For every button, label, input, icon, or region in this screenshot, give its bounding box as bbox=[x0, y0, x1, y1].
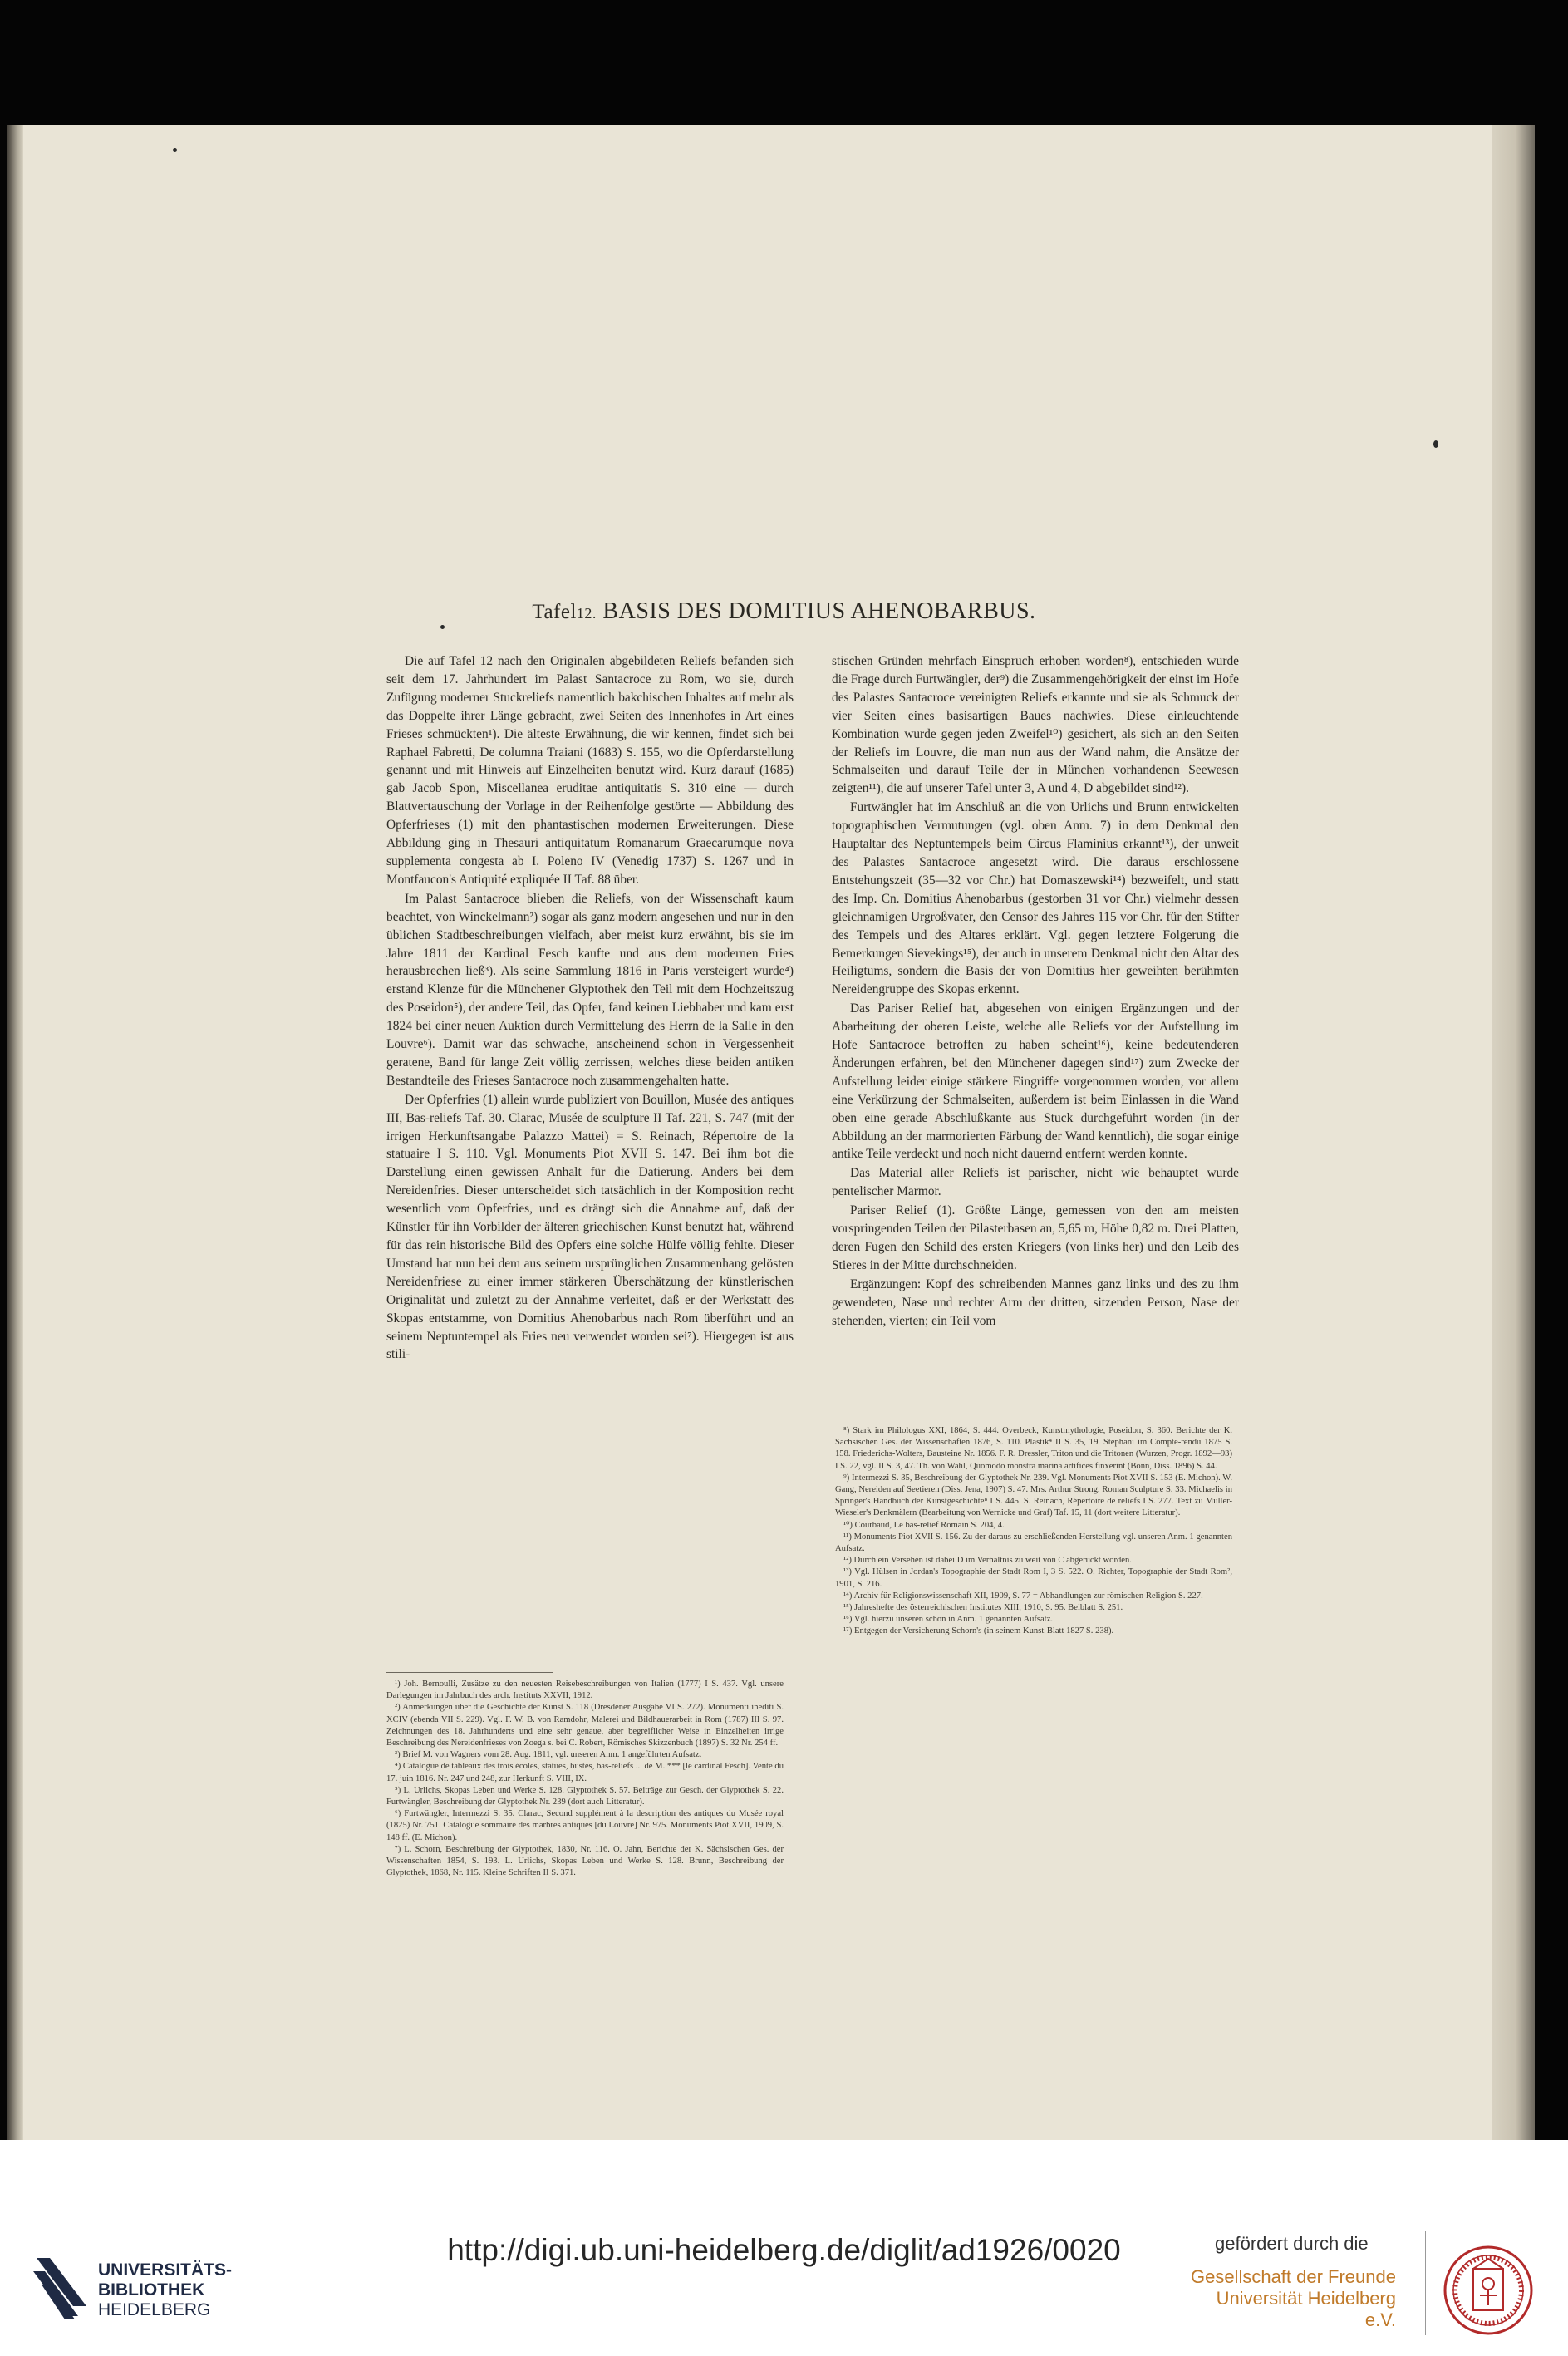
sponsor-divider bbox=[1425, 2231, 1426, 2335]
library-name-line: HEIDELBERG bbox=[98, 2300, 211, 2319]
footnote: ⁶) Furtwängler, Intermezzi S. 35. Clarac, Second supplément à la description des antiques du Musée royal (1825) Nr. 751. Catalogue sommaire des marbres antiques [du Louvre] Nr. 975. Monuments Piot XVII, 1909, S. 148 ff. (E. Michon). bbox=[386, 1809, 784, 1842]
dust-speck bbox=[1433, 440, 1438, 448]
footnote: ⁸) Stark im Philologus XXI, 1864, S. 444. Overbeck, Kunstmythologie, Poseidon, S. 360. Berichte der K. Sächsischen Ges. der Wissenschaften 1876, S. 110. Plastik⁴ II S. 35, 19. Stephani im Compte-rendu 1875 S. 158. Friederichs-Wolters, Bausteine Nr. 1856. F. R. Dressler, Triton und die Tritonen (Wurzen, Progr. 1892—93) I S. 22, vgl. II S. 3, 47. Th. von Wahl, Quomodo monstra marina artifices finxerint (Bonn, Diss. 1896) S. 44. bbox=[835, 1426, 1232, 1471]
right-text-column bbox=[832, 652, 1239, 1330]
footnote: ¹⁰) Courbaud, Le bas-relief Romain S. 204, 4. bbox=[843, 1520, 1005, 1530]
paragraph: Furtwängler hat im Anschluß an die von Urlichs und Brunn entwickelten topographischen Vermutungen (vgl. oben Anm. 7) in dem Denkmal den Hauptaltar des Neptuntempels beim Circus Flaminius erkannt¹³), der unweit des Palastes Santacroce angesetzt wird. Die daraus erschlossene Entstehungszeit (35—32 vor Chr.) hat Domaszewski¹⁴) bezweifelt, und statt des Imp. Cn. Domitius Ahenobarbus (gestorben 31 vor Chr.) vielmehr dessen gleichnamigen Urgroßvater, den Censor des Jahres 115 vor Chr. für den Stifter des Tempels und des Altares erklärt. Vgl. gegen letztere Folgerung die Bemerkungen Sievekings¹⁵), der auch in unserem Denkmal nicht den Altar des Heiligtums, sondern die Basis der von Domitius hier geweihten berühmten Nereidengruppe des Skopas erkennt. bbox=[832, 800, 1239, 997]
footnote: ¹⁵) Jahreshefte des österreichischen Institutes XIII, 1910, S. 95. Beiblatt S. 251. bbox=[843, 1603, 1123, 1613]
paragraph: Die auf Tafel 12 nach den Originalen abgebildeten Reliefs befanden sich seit dem 17. Jahrhundert im Palast Santacroce zu Rom, wo sie, durch Zufügung moderner Stuckreliefs namentlich bakchischen Inhaltes auf mehr als das Doppelte ihrer Länge gebracht, zwei Seiten des Innenhofes in Art eines Frieses schmückten¹). Die älteste Erwähnung, die wir kennen, findet sich bei Raphael Fabretti, De columna Traiani (1683) S. 155, wo die Opferdarstellung genannt und mit Hinweis auf Einzelheiten benutzt wird. Kurz darauf (1685) gab Jacob Spon, Miscellanea eruditae antiquitatis S. 310 eine — durch Blattvertauschung der Vorlage in der Reihenfolge gestörte — Abbildung des Opferfrieses (1) mit den phantastischen modernen Erweiterungen. Diese Abbildung ging in Thesauri antiquitatum Romanarum Graecarumque nova supplementa congesta ab I. Poleno IV (Venedig 1737) S. 1267 und in Montfaucon's Antiquité expliquée II Taf. 88 über. bbox=[386, 654, 794, 887]
library-name-line: BIBLIOTHEK bbox=[98, 2280, 205, 2299]
plate-number: 12. bbox=[576, 605, 597, 622]
right-footnotes bbox=[835, 1425, 1232, 1638]
footnote: ¹⁷) Entgegen der Versicherung Schorn's (in seinem Kunst-Blatt 1827 S. 238). bbox=[843, 1626, 1114, 1636]
paragraph: Das Pariser Relief hat, abgesehen von einigen Ergänzungen und der Abarbeitung der oberen Leiste, welche alle Reliefs vor der Aufstellung im Hofe Santacroce betroffen zu haben scheint¹⁶), keine bedeutenderen Änderungen erfahren, bei den Münchener dagegen sind¹⁷) zum Zwecke der Aufstellung leider einige stärkere Eingriffe vorgenommen worden, vor allem eine Verkürzung der Schmalseiten, außerdem ist beim Einlassen in die Wand oben eine gerade Abschlußkante aus Stuck durchgeführt worden (in der Abbildung an der marmorierten Färbung der Wand kenntlich), die sogar einige antike Teile verdeckt und noch nicht dauernd entfernt werden konnte. bbox=[832, 1001, 1239, 1162]
paragraph: Der Opferfries (1) allein wurde publiziert von Bouillon, Musée des antiques III, Bas-reliefs Taf. 30. Clarac, Musée de sculpture II Taf. 221, S. 747 (mit der irrigen Herkunftsangabe Palazzo Mattei) = S. Reinach, Répertoire de la statuaire I S. 110. Vgl. Monuments Piot XVII S. 147. Bei ihm bot die Darstellung einen gewissen Anhalt für die Datierung. Anders bei dem Nereidenfries. Dieser unterscheidet sich tatsächlich in der Komposition recht wesentlich vom Opferfries, und es drängt sich die Annahme auf, daß der Künstler für ihn Vorbilder der älteren griechischen Kunst benutzt hat, während für das rein historische Bild des Opfers eine solche Hülfe völlig fehlte. Dieser Umstand hat nun bei dem aus seinem ursprünglichen Zusammenhang gelösten Nereidenfriese zu einer immer stärkeren Überschätzung der künstlerischen Originalität und zuletzt zu der Annahme verleitet, daß er der Werkstatt des Skopas entstamme, von Domitius Ahenobarbus nach Rom überführt und an seinem Neptuntempel als Fries neu verwendet worden sei⁷). Hiergegen ist aus stili- bbox=[386, 1092, 794, 1362]
footnote: ¹³) Vgl. Hülsen in Jordan's Topographie der Stadt Rom I, 3 S. 522. O. Richter, Topographie der Stadt Rom², 1901, S. 216. bbox=[835, 1567, 1232, 1589]
dust-speck bbox=[440, 625, 445, 629]
left-footnotes bbox=[386, 1679, 784, 1879]
paragraph: Ergänzungen: Kopf des schreibenden Mannes ganz links und des zu ihm gewendeten, Nase und rechter Arm der dritten, sitzenden Person, Nase der stehenden, vierten; ein Teil vom bbox=[832, 1276, 1239, 1328]
paragraph: Das Material aller Reliefs ist parischer, nicht wie behauptet wurde pentelischer Marmor. bbox=[832, 1166, 1239, 1199]
plate-label: Tafel bbox=[532, 601, 577, 623]
footnote: ⁹) Intermezzi S. 35, Beschreibung der Glyptothek Nr. 239. Vgl. Monuments Piot XVII S. 153 (E. Michon). W. Gang, Nereiden auf Seetieren (Diss. Jena, 1907) S. 47. Mrs. Arthur Strong, Roman Sculpture S. 33. Michaelis in Springer's Handbuch der Kunstgeschichte⁸ I S. 445. S. Reinach, Répertoire de reliefs I S. 277. Text zu Müller-Wieseler's Denkmälern (Bearbeitung von Wernicke und Graf) Taf. 15, 11 (dort weitere Litteratur). bbox=[835, 1473, 1232, 1518]
sponsor-name-line[interactable]: Gesellschaft der Freunde bbox=[1190, 2266, 1396, 2287]
library-name-line: UNIVERSITÄTS- bbox=[98, 2260, 233, 2280]
library-name bbox=[98, 2260, 232, 2320]
footnote: ¹²) Durch ein Versehen ist dabei D im Verhältnis zu weit von C abgerückt worden. bbox=[843, 1556, 1132, 1566]
paragraph: Im Palast Santacroce blieben die Reliefs, von der Wissenschaft kaum beachtet, von Winckelmann²) sogar als ganz modern angesehen und nur in den üblichen Stadtbeschreibungen vielfach, aber meist kurz erwähnt, bis sie im Jahre 1811 der Kardinal Fesch kaufte und aus dem modernen Fries herausbrechen ließ³). Als seine Sammlung 1816 in Paris versteigert wurde⁴) erstand Klenze für die Münchener Glyptothek den Teil mit dem Hochzeitszug des Poseidon⁵), der andere Teil, das Opfer, fand keinen Liebhaber und kam erst 1824 bei einer neuen Auktion durch Vermittelung des Herrn de la Salle in den Louvre⁶). Damit war das schwache, anscheinend schon in Vergessenheit geratene, Band für lange Zeit völlig zerrissen, welches diese beiden antiken Bestandteile des Frieses Santacroce noch zusammengehalten hatte. bbox=[386, 891, 794, 1088]
page-gutter-shadow bbox=[7, 125, 23, 2140]
footnote: ¹¹) Monuments Piot XVII S. 156. Zu der daraus zu erschließenden Herstellung vgl. unseren Anm. 1 genannten Aufsatz. bbox=[835, 1532, 1232, 1554]
footnote-rule bbox=[386, 1672, 553, 1673]
footnote: ³) Brief M. von Wagners vom 28. Aug. 1811, vgl. unseren Anm. 1 angeführten Aufsatz. bbox=[395, 1750, 702, 1760]
page-edge-stack bbox=[1492, 125, 1535, 2140]
permalink-url[interactable]: http://digi.ub.uni-heidelberg.de/diglit/ad1926/0020 bbox=[447, 2233, 1121, 2267]
footnote: ²) Anmerkungen über die Geschichte der Kunst S. 118 (Dresdener Ausgabe VI S. 272). Monumenti inediti S. XCIV (ebenda VII S. 229). Vgl. F. W. B. von Ramdohr, Malerei und Bildhauerarbeit in Rom (1787) III S. 97. Zeichnungen des 18. Jahrhunderts und eine sehr genaue, aber begreiflicher Weise in Einzelheiten irrige Beschreibung des Nereidenfrieses von Zoega s. bei C. Robert, Römisches Skizzenbuch (1897) S. 32 Nr. 254 ff. bbox=[386, 1703, 784, 1749]
footnote: ⁵) L. Urlichs, Skopas Leben und Werke S. 128. Glyptothek S. 57. Beiträge zur Gesch. der Glyptothek S. 22. Furtwängler, Beschreibung der Glyptothek Nr. 239 (dort auch Litteratur). bbox=[386, 1785, 784, 1808]
sponsor-name-line[interactable]: Universität Heidelberg e.V. bbox=[1216, 2288, 1396, 2330]
footnote: ¹⁶) Vgl. hierzu unseren schon in Anm. 1 genannten Aufsatz. bbox=[843, 1615, 1054, 1625]
footnote: ⁴) Catalogue de tableaux des trois écoles, statues, bustes, bas-reliefs ... de M. *** [le cardinal Fesch]. Vente du 17. juin 1816. Nr. 247 und 248, zur Herkunft S. VIII, IX. bbox=[386, 1762, 784, 1783]
sponsor-note: gefördert durch die bbox=[1215, 2233, 1369, 2254]
sponsor-block bbox=[1188, 2233, 1396, 2331]
university-seal-icon bbox=[1442, 2244, 1535, 2337]
dust-speck bbox=[173, 148, 177, 152]
plate-title bbox=[0, 598, 1568, 625]
footnote: ⁷) L. Schorn, Beschreibung der Glyptothek, 1830, Nr. 116. O. Jahn, Berichte der K. Sächsischen Ges. der Wissenschaften 1854, S. 193. L. Urlichs, Skopas Leben und Werke S. 128. Brunn, Beschreibung der Glyptothek, 1868, Nr. 115. Kleine Schriften II S. 371. bbox=[386, 1844, 784, 1878]
footnote: ¹) Joh. Bernoulli, Zusätze zu den neuesten Reisebeschreibungen von Italien (1777) I S. 437. Vgl. unsere Darlegungen im Jahrbuch des arch. Instituts XXVII, 1912. bbox=[386, 1680, 784, 1701]
footnote: ¹⁴) Archiv für Religionswissenschaft XII, 1909, S. 77 = Abhandlungen zur römischen Religion S. 227. bbox=[843, 1591, 1203, 1601]
paragraph: stischen Gründen mehrfach Einspruch erhoben worden⁸), entschieden wurde die Frage durch Furtwängler, der⁹) die Zusammengehörigkeit der einst im Hofe des Palastes Santacroce vereinigten Reliefs erkannte und sie als Schmuck der vier Seiten eines basisartigen Baues nachwies. Diese einleuchtende Kombination wurde gegen jeden Zweifel¹⁰) gesichert, als sich an den Seiten der Reliefs im Louvre, die man nun aus der Wand nahm, die Ansätze der Schmalseiten und darauf Teile der in München vorhandenen Seewesen zeigten¹¹), die auf unserer Tafel unter 3, A und 4, D abgebildet sind¹²). bbox=[832, 654, 1239, 796]
paragraph: Pariser Relief (1). Größte Länge, gemessen von den am meisten vorspringenden Teilen der Pilasterbasen an, 5,65 m, Höhe 0,82 m. Drei Platten, deren Fugen den Schild des ersten Kriegers (von links her) und den Leib des Stieres in der Mitte durchschneiden. bbox=[832, 1203, 1239, 1272]
plate-heading: BASIS DES DOMITIUS AHENOBARBUS. bbox=[602, 598, 1036, 624]
left-text-column bbox=[386, 652, 794, 1364]
